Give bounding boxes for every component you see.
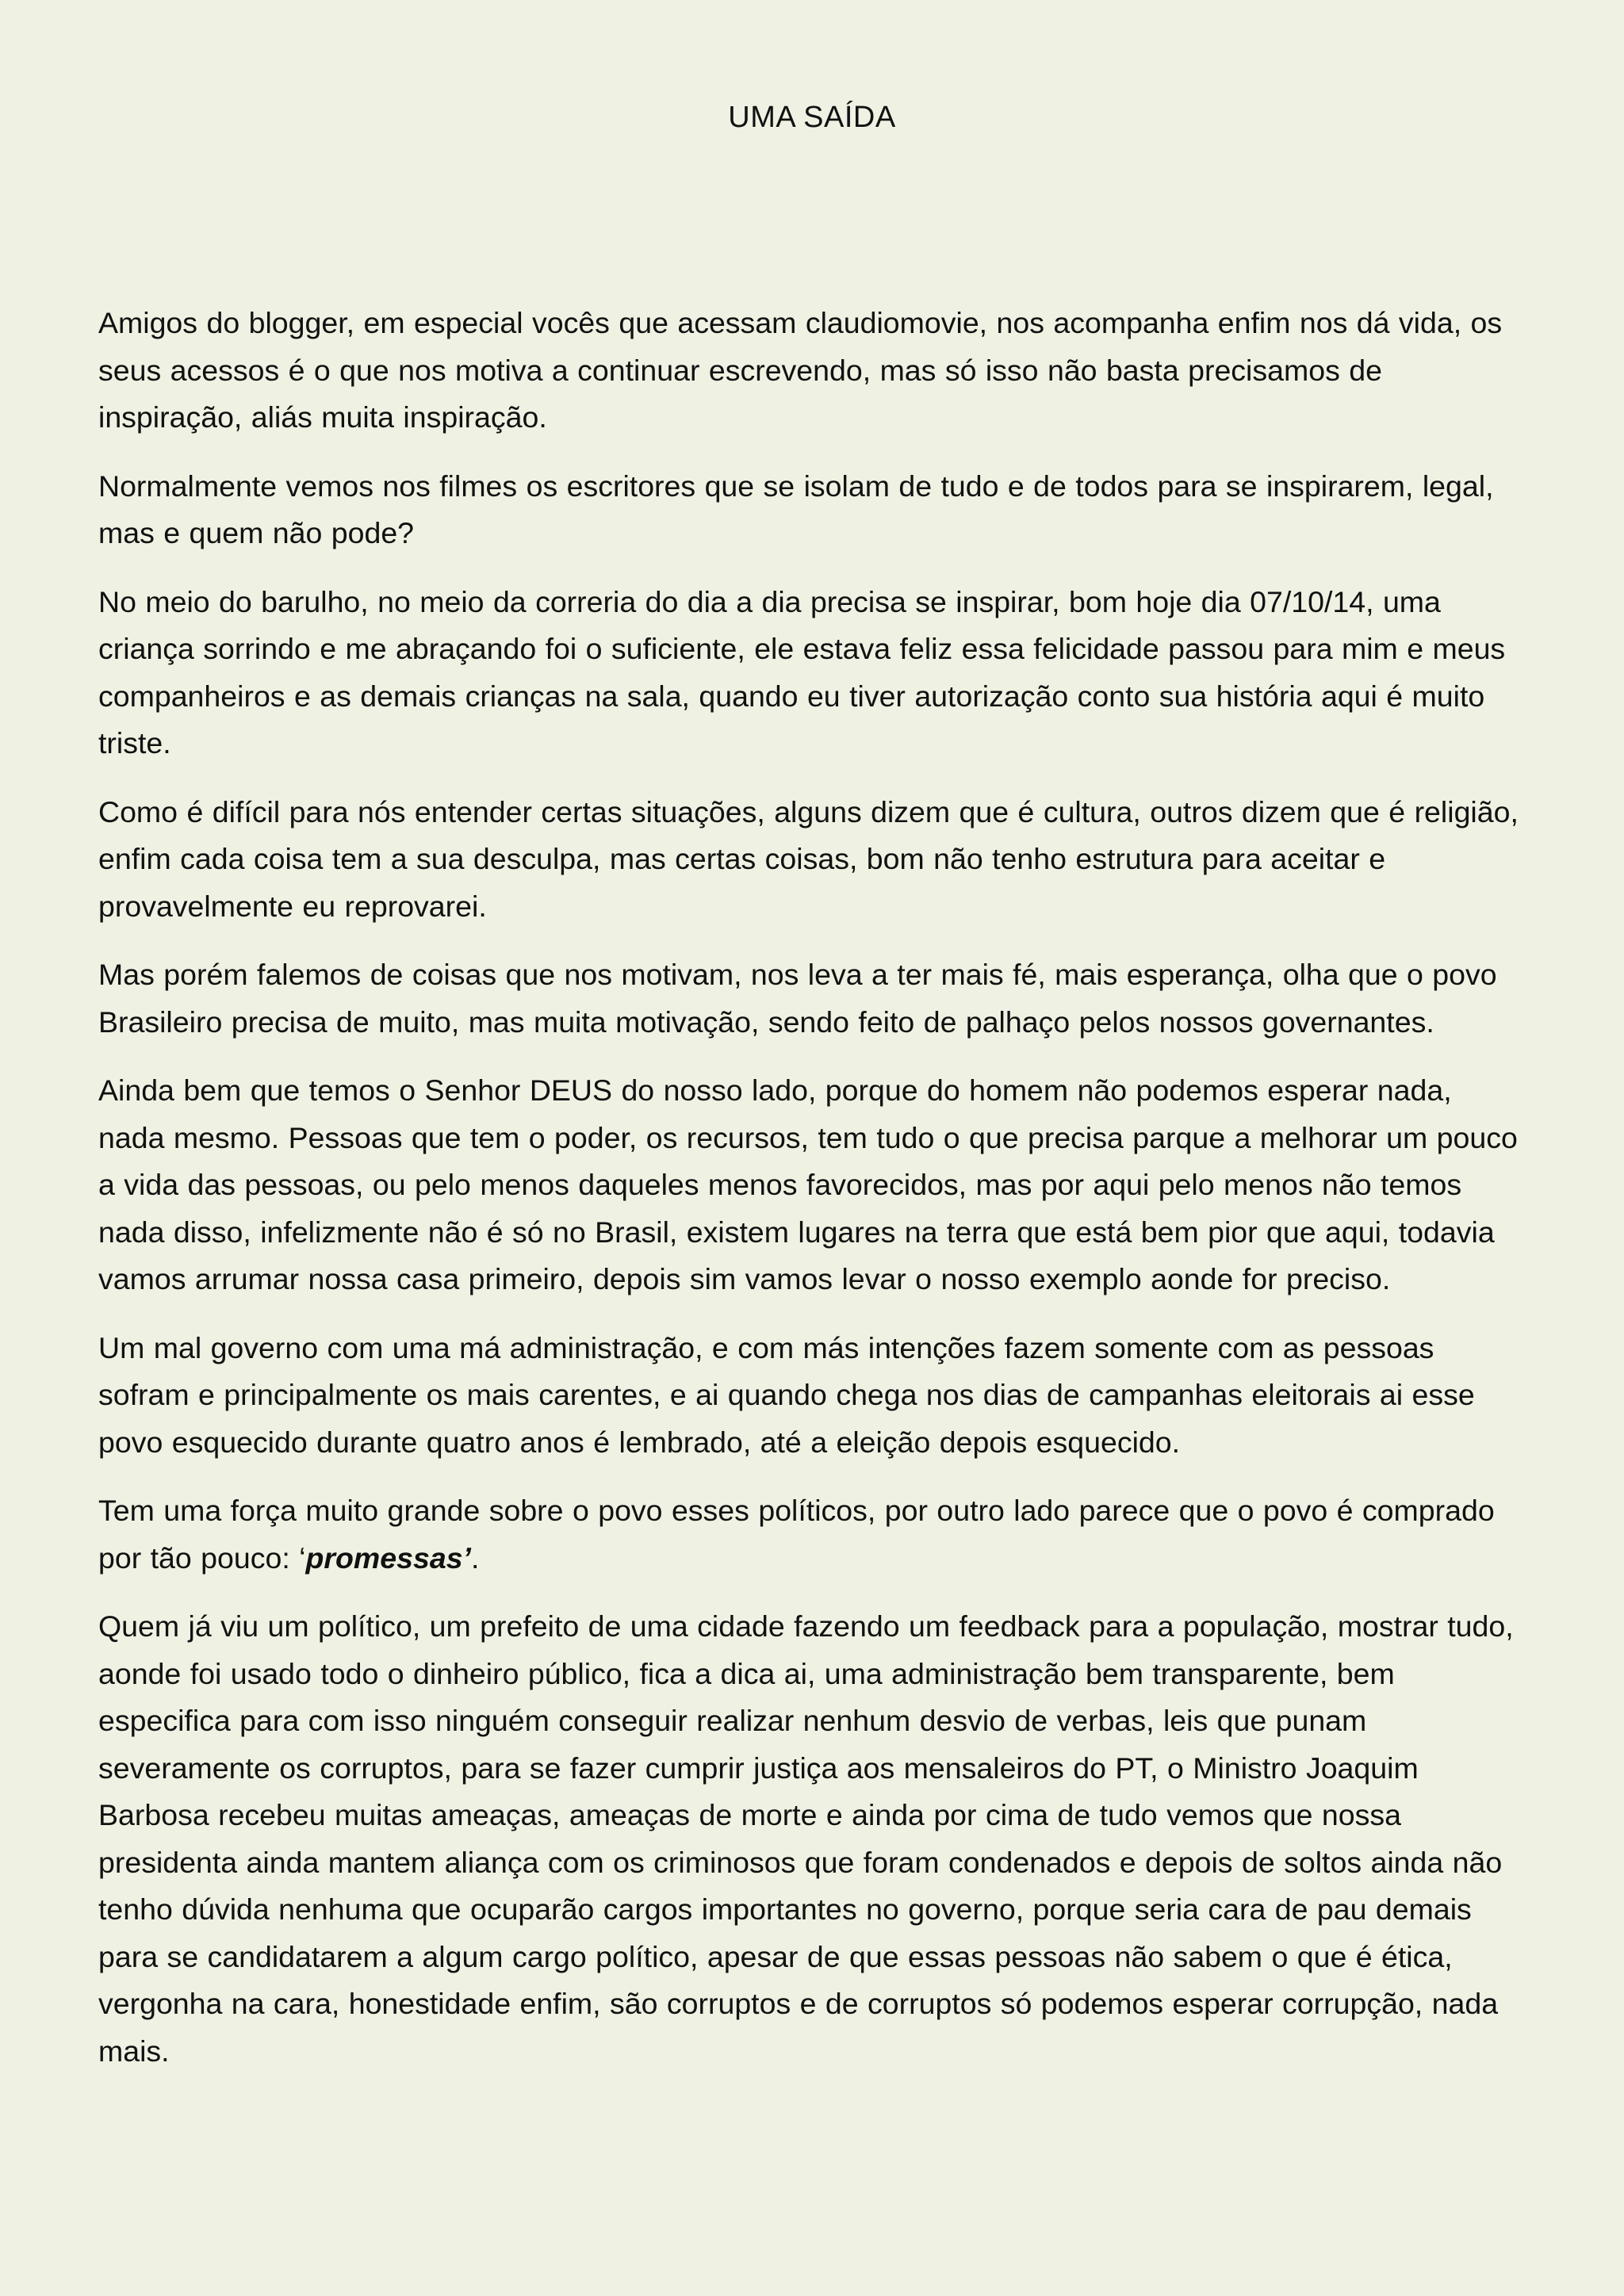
paragraph-8-text: Tem uma força muito grande sobre o povo esses políticos, por outro lado parece que o povo é comprado por tão pouco: ‘ (98, 1494, 1495, 1575)
paragraph-9: Quem já viu um político, um prefeito de uma cidade fazendo um feedback para a população, mostrar tudo, aonde foi usado todo o dinheiro público, fica a dica ai, uma administração bem transparente, bem especifica para com isso ninguém conseguir realizar nenhum desvio de verbas, leis que punam severamente os corruptos, para se fazer cumprir justiça aos mensaleiros do PT, o Ministro Joaquim Barbosa recebeu muitas ameaças, ameaças de morte e ainda por cima de tudo vemos que nossa presidenta ainda mantem aliança com os criminosos que foram condenados e depois de soltos ainda não tenho dúvida nenhuma que ocuparão cargos importantes no governo, porque seria cara de pau demais para se candidatarem a algum cargo político, apesar de que essas pessoas não sabem o que é ética, vergonha na cara, honestidade enfim, são corruptos e de corruptos só podemos esperar corrupção, nada mais. (98, 1609, 1514, 2068)
paragraph-7: Um mal governo com uma má administração, e com más intenções fazem somente com as pessoas sofram e principalmente os mais carentes, e ai quando chega nos dias de campanhas eleitorais ai esse povo esquecido durante quatro anos é lembrado, até a eleição depois esquecido. (98, 1330, 1475, 1459)
paragraph-1: Amigos do blogger, em especial vocês que acessam claudiomovie, nos acompanha enfim nos dá vida, os seus acessos é o que nos motiva a continuar escrevendo, mas só isso não basta precisamos de inspiração, aliás muita inspiração. (98, 306, 1503, 434)
paragraph-8 (98, 1487, 1526, 1582)
paragraph-4: Como é difícil para nós entender certas situações, alguns dizem que é cultura, outros dizem que é religião, enfim cada coisa tem a sua desculpa, mas certas coisas, bom não tenho estrutura para aceitar e provavelmente eu reprovarei. (98, 794, 1519, 923)
paragraph-5: Mas porém falemos de coisas que nos motivam, nos leva a ter mais fé, mais esperança, olha que o povo Brasileiro precisa de muito, mas muita motivação, sendo feito de palhaço pelos nossos governantes. (98, 958, 1497, 1039)
document-body (98, 300, 1526, 2096)
paragraph-6: Ainda bem que temos o Senhor DEUS do nosso lado, porque do homem não podemos esperar nada, nada mesmo. Pessoas que tem o poder, os recursos, tem tudo o que precisa parque a melhorar um pouco a vida das pessoas, ou pelo menos daqueles menos favorecidos, mas por aqui pelo menos não temos nada disso, infelizmente não é só no Brasil, existem lugares na terra que está bem pior que aqui, todavia vamos arrumar nossa casa primeiro, depois sim vamos levar o nosso exemplo aonde for preciso. (98, 1073, 1518, 1295)
paragraph-3: No meio do barulho, no meio da correria do dia a dia precisa se inspirar, bom hoje dia 07/10/14, uma criança sorrindo e me abraçando foi o suficiente, ele estava feliz essa felicidade passou para mim e meus companheiros e as demais crianças na sala, quando eu tiver autorização conto sua história aqui é muito triste. (98, 584, 1506, 760)
paragraph-8-end: . (470, 1540, 480, 1575)
document-title: UMA SAÍDA (728, 101, 896, 134)
paragraph-2: Normalmente vemos nos filmes os escritores que se isolam de tudo e de todos para se inspirarem, legal, mas e quem não pode? (98, 469, 1494, 549)
emphasized-word: promessas’ (305, 1540, 471, 1575)
